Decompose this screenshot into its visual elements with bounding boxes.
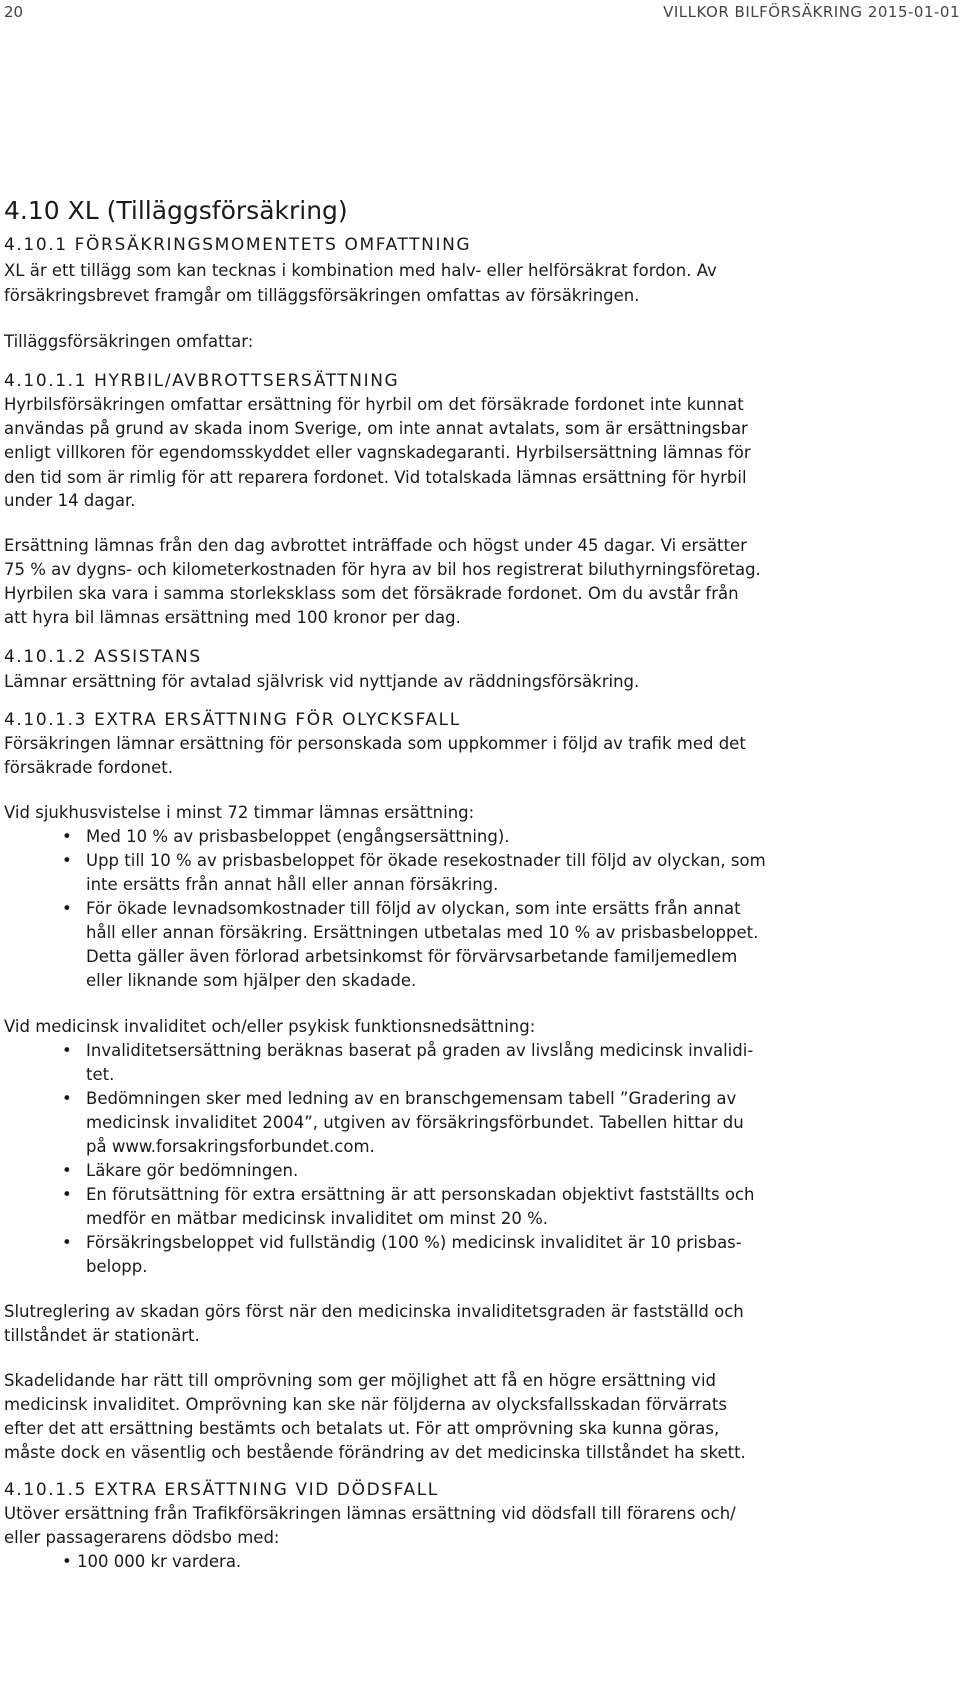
bullet-item: För ökade levnadsomkostnader till följd av olyckan, som inte ersätts från annat bbox=[86, 899, 741, 918]
heading-4-10-1-3: 4.10.1.3 EXTRA ERSÄTTNING FÖR OLYCKSFALL bbox=[4, 710, 461, 730]
bullet-item: Med 10 % av prisbasbeloppet (engångsersättning). bbox=[86, 827, 510, 846]
paragraph-line: Ersättning lämnas från den dag avbrottet inträffade och högst under 45 dagar. Vi ersätter bbox=[4, 536, 747, 555]
paragraph-line: försäkringsbrevet framgår om tilläggsförsäkringen omfattas av försäkringen. bbox=[4, 286, 640, 305]
bullet-item-continued: belopp. bbox=[86, 1257, 148, 1276]
paragraph-line: Lämnar ersättning för avtalad självrisk vid nyttjande av räddningsförsäkring. bbox=[4, 672, 640, 691]
paragraph-line: under 14 dagar. bbox=[4, 491, 136, 510]
heading-4-10-1-1: 4.10.1.1 HYRBIL/AVBROTTSERSÄTTNING bbox=[4, 371, 400, 391]
paragraph-line: Hyrbilen ska vara i samma storleksklass som det försäkrade fordonet. Om du avstår från bbox=[4, 584, 739, 603]
bullet-dot: • bbox=[62, 1185, 72, 1204]
bullet-item-continued: eller liknande som hjälper den skadade. bbox=[86, 971, 417, 990]
bullet-item: Försäkringsbeloppet vid fullständig (100 %) medicinsk invaliditet är 10 prisbas- bbox=[86, 1233, 742, 1252]
heading-4-10-1: 4.10.1 FÖRSÄKRINGSMOMENTETS OMFATTNING bbox=[4, 235, 472, 255]
bullet-dot: • bbox=[62, 1089, 72, 1108]
paragraph-line: tillståndet är stationärt. bbox=[4, 1326, 200, 1345]
bullet-dot: • bbox=[62, 1161, 72, 1180]
paragraph-line: användas på grund av skada inom Sverige, om inte annat avtalats, som är ersättningsbar bbox=[4, 419, 748, 438]
bullet-item: • 100 000 kr vardera. bbox=[62, 1552, 242, 1571]
bullet-item-continued: inte ersätts från annat håll eller annan försäkring. bbox=[86, 875, 499, 894]
paragraph-line: Utöver ersättning från Trafikförsäkringen lämnas ersättning vid dödsfall till förarens och/ bbox=[4, 1504, 736, 1523]
paragraph-line: måste dock en väsentlig och bestående förändring av det medicinska tillståndet ha skett. bbox=[4, 1443, 746, 1462]
paragraph-line: efter det att ersättning bestämts och betalats ut. För att omprövning ska kunna göras, bbox=[4, 1419, 720, 1438]
page-number: 20 bbox=[4, 3, 24, 21]
paragraph-line: den tid som är rimlig för att reparera fordonet. Vid totalskada lämnas ersättning för hyrbil bbox=[4, 468, 747, 487]
bullet-item-continued: på www.forsakringsforbundet.com. bbox=[86, 1137, 375, 1156]
paragraph-line: Skadelidande har rätt till omprövning som ger möjlighet att få en högre ersättning vid bbox=[4, 1371, 716, 1390]
bullet-item-continued: tet. bbox=[86, 1065, 115, 1084]
section-title: 4.10 XL (Tilläggsförsäkring) bbox=[4, 196, 348, 225]
bullet-item: Upp till 10 % av prisbasbeloppet för ökade resekostnader till följd av olyckan, som bbox=[86, 851, 766, 870]
bullet-dot: • bbox=[62, 851, 72, 870]
paragraph-line: Vid sjukhusvistelse i minst 72 timmar lämnas ersättning: bbox=[4, 803, 475, 822]
bullet-item-continued: håll eller annan försäkring. Ersättningen utbetalas med 10 % av prisbasbeloppet. bbox=[86, 923, 759, 942]
paragraph-line: Vid medicinsk invaliditet och/eller psykisk funktionsnedsättning: bbox=[4, 1017, 536, 1036]
bullet-dot: • bbox=[62, 1233, 72, 1252]
paragraph-line: att hyra bil lämnas ersättning med 100 kronor per dag. bbox=[4, 608, 461, 627]
bullet-dot: • bbox=[62, 827, 72, 846]
bullet-item: Bedömningen sker med ledning av en branschgemensam tabell ”Gradering av bbox=[86, 1089, 737, 1108]
paragraph-line: 75 % av dygns- och kilometerkostnaden för hyra av bil hos registrerat biluthyrningsföretag. bbox=[4, 560, 761, 579]
running-title: VILLKOR BILFÖRSÄKRING 2015-01-01 bbox=[663, 3, 960, 21]
bullet-item: En förutsättning för extra ersättning är att personskadan objektivt fastställts och bbox=[86, 1185, 755, 1204]
paragraph-line: Slutreglering av skadan görs först när den medicinska invaliditetsgraden är fastställd och bbox=[4, 1302, 744, 1321]
paragraph-line: XL är ett tillägg som kan tecknas i kombination med halv- eller helförsäkrat fordon. Av bbox=[4, 261, 717, 280]
paragraph-line: enligt villkoren för egendomsskyddet eller vagnskadegaranti. Hyrbilsersättning lämnas för bbox=[4, 443, 751, 462]
bullet-item: Läkare gör bedömningen. bbox=[86, 1161, 299, 1180]
paragraph-line: Försäkringen lämnar ersättning för personskada som uppkommer i följd av trafik med det bbox=[4, 734, 746, 753]
bullet-dot: • bbox=[62, 899, 72, 918]
paragraph-line: försäkrade fordonet. bbox=[4, 758, 174, 777]
paragraph-line: medicinsk invaliditet. Omprövning kan ske när följderna av olycksfallsskadan förvärrats bbox=[4, 1395, 727, 1414]
paragraph-line: Tilläggsförsäkringen omfattar: bbox=[4, 332, 254, 351]
heading-4-10-1-2: 4.10.1.2 ASSISTANS bbox=[4, 647, 202, 667]
bullet-item-continued: Detta gäller även förlorad arbetsinkomst för förvärvsarbetande familjemedlem bbox=[86, 947, 738, 966]
bullet-dot: • bbox=[62, 1041, 72, 1060]
paragraph-line: Hyrbilsförsäkringen omfattar ersättning för hyrbil om det försäkrade fordonet inte kunnat bbox=[4, 395, 744, 414]
bullet-item: Invaliditetsersättning beräknas baserat på graden av livslång medicinsk invalidi- bbox=[86, 1041, 754, 1060]
bullet-item-continued: medicinsk invaliditet 2004”, utgiven av försäkringsförbundet. Tabellen hittar du bbox=[86, 1113, 744, 1132]
bullet-item-continued: medför en mätbar medicinsk invaliditet om minst 20 %. bbox=[86, 1209, 549, 1228]
heading-4-10-1-5: 4.10.1.5 EXTRA ERSÄTTNING VID DÖDSFALL bbox=[4, 1480, 439, 1500]
paragraph-line: eller passagerarens dödsbo med: bbox=[4, 1528, 280, 1547]
